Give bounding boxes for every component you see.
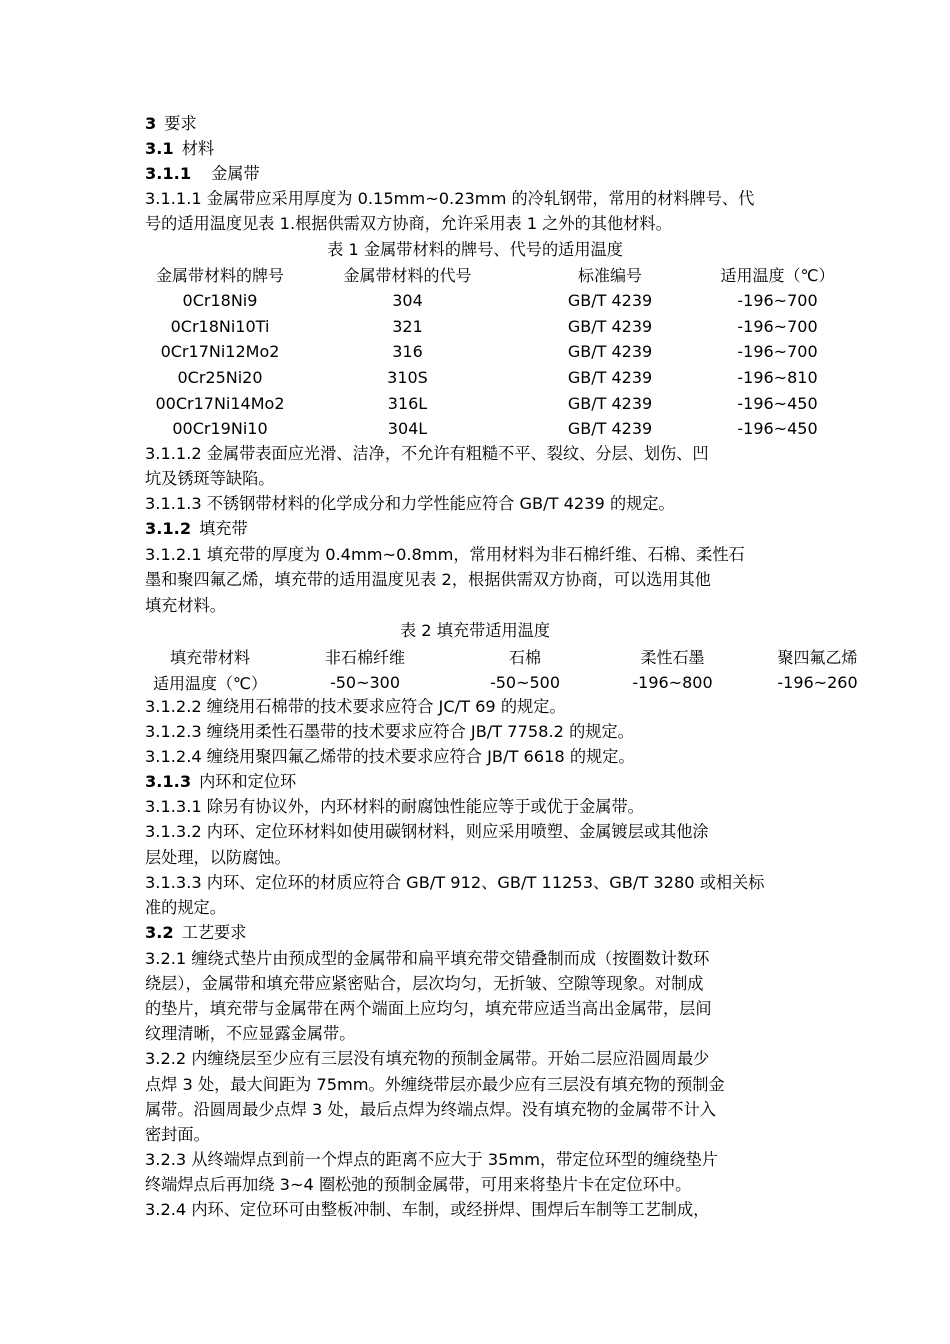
paragraph-line: 墨和聚四氟乙烯，填充带的适用温度见表 2，根据供需双方协商，可以选用其他 <box>145 570 711 589</box>
table-row <box>140 339 850 365</box>
table-cell: GB/T 4239 <box>567 419 653 439</box>
paragraph-line: 3.2.2 内缠绕层至少应有三层没有填充物的预制金属带。开始二层应沿圆周最少 <box>145 1049 710 1068</box>
table-cell: 316 <box>392 342 423 362</box>
table-row <box>140 416 850 442</box>
paragraph-line: 3.1.2.3 缠绕用柔性石墨带的技术要求应符合 JB/T 7758.2 的规定。 <box>145 722 634 741</box>
paragraph-line: 3.1.3.3 内环、定位环的材质应符合 GB/T 912、GB/T 11253、GB/T 3280 或相关标 <box>145 873 765 892</box>
table-cell: 适用温度（℃） <box>153 673 267 693</box>
table2-header-cell: 填充带材料 <box>169 647 250 667</box>
heading-number: 3.1.2 <box>145 519 192 538</box>
table-cell: GB/T 4239 <box>567 291 653 311</box>
paragraph-line: 3.1.1.3 不锈钢带材料的化学成分和力学性能应符合 GB/T 4239 的规定。 <box>145 494 675 513</box>
table-row <box>140 288 850 314</box>
paragraph-line: 3.1.2.1 填充带的厚度为 0.4mm~0.8mm，常用材料为非石棉纤维、石棉、柔性石 <box>145 545 745 564</box>
heading-3-1 <box>145 136 214 161</box>
table2-header-cell: 聚四氟乙烯 <box>777 647 858 667</box>
paragraph-line: 3.1.3.1 除另有协议外，内环材料的耐腐蚀性能应等于或优于金属带。 <box>145 797 644 816</box>
table-cell: -196~810 <box>737 368 818 388</box>
paragraph-line: 3.1.1.1 金属带应采用厚度为 0.15mm~0.23mm 的冷轧钢带，常用的材料牌号、代 <box>145 189 755 208</box>
table-cell: 0Cr17Ni12Mo2 <box>160 342 280 362</box>
table2-caption: 表 2 填充带适用温度 <box>399 621 551 640</box>
paragraph-line: 终端焊点后再加绕 3~4 圈松弛的预制金属带，可用来将垫片卡在定位环中。 <box>145 1175 692 1194</box>
table2-header-cell: 柔性石墨 <box>640 647 705 667</box>
table-cell: -50~500 <box>489 672 561 692</box>
heading-text: 要求 <box>164 114 197 133</box>
table-cell: -196~450 <box>737 419 818 439</box>
paragraph-line: 3.2.4 内环、定位环可由整板冲制、车制，或经拼焊、围焊后车制等工艺制成， <box>145 1200 710 1219</box>
table1-header-cell: 标准编号 <box>577 266 642 286</box>
heading-text: 内环和定位环 <box>199 772 297 791</box>
table1-header-cell: 金属带材料的代号 <box>343 266 472 286</box>
table-cell: 0Cr18Ni10Ti <box>170 316 270 336</box>
table-cell: 304 <box>392 291 423 311</box>
heading-3-1-2 <box>145 516 248 541</box>
heading-3 <box>145 111 197 136</box>
table-row <box>140 365 850 391</box>
table-cell: GB/T 4239 <box>567 393 653 413</box>
table-cell: -196~700 <box>737 342 818 362</box>
paragraph-line: 层处理，以防腐蚀。 <box>145 848 291 867</box>
paragraph-line: 3.2.1 缠绕式垫片由预成型的金属带和扁平填充带交错叠制而成（按圈数计数环 <box>145 949 710 968</box>
table1-header-cell: 金属带材料的牌号 <box>155 266 284 286</box>
heading-text: 材料 <box>181 139 215 158</box>
heading-3-1-1 <box>145 161 260 186</box>
table2-header-row <box>140 643 890 669</box>
table-cell: GB/T 4239 <box>567 368 653 388</box>
paragraph-line: 属带。沿圆周最少点焊 3 处，最后点焊为终端点焊。没有填充物的金属带不计入 <box>145 1100 716 1119</box>
paragraph-line: 3.1.1.2 金属带表面应光滑、洁净，不允许有粗糙不平、裂纹、分层、划伤、凹 <box>145 444 709 463</box>
table1-header-cell: 适用温度（℃） <box>720 266 835 286</box>
heading-number: 3.1.1 <box>145 164 192 183</box>
paragraph-line: 3.2.3 从终端焊点到前一个焊点的距离不应大于 35mm，带定位环型的缠绕垫片 <box>145 1150 719 1169</box>
heading-number: 3.1.3 <box>145 772 192 791</box>
paragraph-line: 3.1.2.4 缠绕用聚四氟乙烯带的技术要求应符合 JB/T 6618 的规定。 <box>145 747 635 766</box>
heading-3-1-3 <box>145 769 296 794</box>
heading-number: 3 <box>145 114 157 133</box>
table-cell: GB/T 4239 <box>567 316 653 336</box>
table-cell: 321 <box>392 316 423 336</box>
paragraph-line: 3.1.3.2 内环、定位环材料如使用碳钢材料，则应采用喷塑、金属镀层或其他涂 <box>145 822 709 841</box>
paragraph-line: 准的规定。 <box>145 898 226 917</box>
table-cell: 316L <box>387 393 428 413</box>
table2 <box>140 643 890 695</box>
table-cell: -196~700 <box>737 316 818 336</box>
table2-header-cell: 石棉 <box>508 647 541 667</box>
table-cell: 304L <box>387 419 428 439</box>
paragraph-line: 的垫片，填充带与金属带在两个端面上应均匀，填充带应适当高出金属带，层间 <box>145 999 712 1018</box>
heading-number: 3.2 <box>145 923 174 942</box>
paragraph-line: 绕层），金属带和填充带应紧密贴合，层次均匀，无折皱、空隙等现象。对制成 <box>145 974 704 993</box>
table-cell: 310S <box>387 368 428 388</box>
paragraph-line: 号的适用温度见表 1.根据供需双方协商，允许采用表 1 之外的其他材料。 <box>145 214 672 233</box>
table-cell: -196~800 <box>632 672 713 692</box>
heading-text: 金属带 <box>211 164 260 183</box>
table-cell: -196~700 <box>737 291 818 311</box>
table1 <box>140 262 850 442</box>
paragraph-line: 纹理清晰，不应显露金属带。 <box>145 1024 356 1043</box>
table-cell: GB/T 4239 <box>567 342 653 362</box>
heading-number: 3.1 <box>145 139 174 158</box>
table1-header-row <box>140 262 850 288</box>
heading-text: 填充带 <box>199 519 248 538</box>
table-cell: -196~260 <box>777 672 858 692</box>
table-cell: -50~300 <box>329 672 401 692</box>
table2-header-cell: 非石棉纤维 <box>324 647 405 667</box>
table-cell: 0Cr25Ni20 <box>177 368 263 388</box>
table-cell: 0Cr18Ni9 <box>182 291 258 311</box>
table-cell: 00Cr19Ni10 <box>172 419 268 439</box>
table-row <box>140 390 850 416</box>
table-cell: -196~450 <box>737 393 818 413</box>
heading-text: 工艺要求 <box>181 923 247 942</box>
paragraph-line: 坑及锈斑等缺陷。 <box>145 469 275 488</box>
table1-caption: 表 1 金属带材料的牌号、代号的适用温度 <box>327 240 623 259</box>
paragraph-line: 点焊 3 处，最大间距为 75mm。外缠绕带层亦最少应有三层没有填充物的预制金 <box>145 1075 725 1094</box>
table-row <box>140 669 890 695</box>
paragraph-line: 填充材料。 <box>145 596 226 615</box>
paragraph-line: 3.1.2.2 缠绕用石棉带的技术要求应符合 JC/T 69 的规定。 <box>145 697 566 716</box>
table-row <box>140 313 850 339</box>
heading-3-2 <box>145 920 246 945</box>
paragraph-line: 密封面。 <box>145 1125 210 1144</box>
table-cell: 00Cr17Ni14Mo2 <box>155 393 285 413</box>
